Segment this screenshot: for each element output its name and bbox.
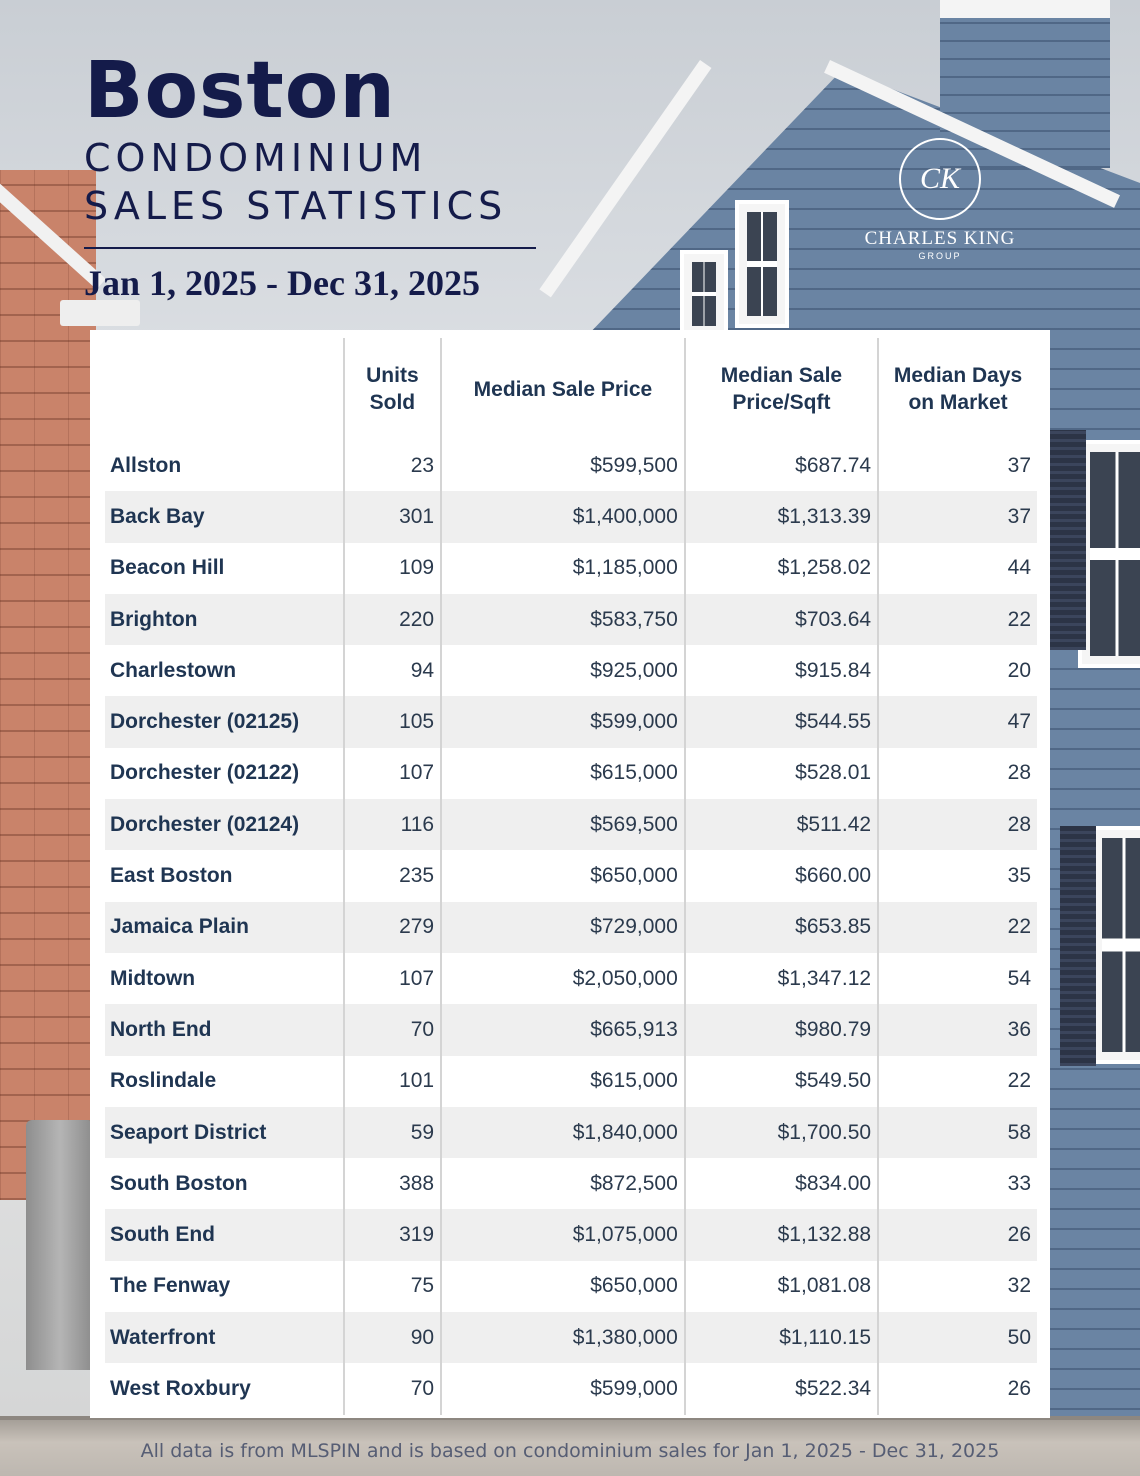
cell-price-sqft: $528.01 [685,748,878,799]
window [735,200,789,328]
brand-name: CHARLES KING [864,228,1016,249]
cell-area: East Boston [110,864,233,888]
cell-area: Allston [110,453,182,477]
cell-median-price: $729,000 [441,902,685,953]
cell-price-sqft: $1,700.50 [685,1107,878,1158]
cell-area: Jamaica Plain [105,902,344,953]
window [1078,440,1140,668]
cell-median-price: $599,500 [441,440,685,491]
table-row [105,953,1037,1004]
table-row [105,748,1037,799]
cell-days: 20 [878,645,1037,696]
cell-price-sqft: $511.42 [685,799,878,850]
cell-area: North End [105,1004,344,1055]
window [1090,826,1140,1064]
table-row [105,1363,1037,1414]
source-footnote: All data is from MLSPIN and is based on condominium sales for Jan 1, 2025 - Dec 31, 2025 [140,1440,1000,1462]
table-row [105,1004,1037,1055]
table-row [105,440,1037,491]
cell-price-sqft: $703.64 [685,594,878,645]
cell-units: 70 [344,1363,441,1414]
cell-median-price: $2,050,000 [441,953,685,1004]
cell-median-price: $1,380,000 [441,1312,685,1363]
table-row [105,491,1037,542]
cell-price-sqft: $834.00 [685,1158,878,1209]
cell-median-price: $569,500 [441,799,685,850]
cell-units: 116 [344,799,441,850]
cell-days: 36 [878,1004,1037,1055]
table-row [105,1158,1037,1209]
cell-units: 94 [344,645,441,696]
table-row [105,1261,1037,1312]
monogram-icon: CK [899,138,981,220]
cell-area: Seaport District [105,1107,344,1158]
cell-area: Dorchester (02122) [110,761,300,785]
cell-days: 35 [878,850,1037,901]
title-divider [84,247,536,249]
cell-price-sqft: $522.34 [685,1363,878,1414]
cell-median-price: $650,000 [441,1261,685,1312]
cell-area: Charlestown [110,658,237,682]
cell-days: 28 [878,799,1037,850]
cell-price-sqft: $1,313.39 [685,491,878,542]
cell-days: 50 [878,1312,1037,1363]
table-body [105,440,1037,1415]
cell-days: 37 [878,440,1037,491]
cell-days: 26 [878,1363,1037,1414]
cell-days: 22 [878,1056,1037,1107]
table-header-row [105,338,1037,440]
granite-post [26,1120,94,1370]
cell-units: 101 [344,1056,441,1107]
cell-median-price: $665,913 [441,1004,685,1055]
table-row [105,1056,1037,1107]
column-header-median-price: Median Sale Price [441,338,685,440]
column-header-area [105,338,344,440]
cell-units: 105 [344,696,441,747]
window [680,250,728,338]
cell-days: 58 [878,1107,1037,1158]
cell-area: The Fenway [110,1274,231,1298]
cell-median-price: $1,075,000 [441,1209,685,1260]
subtitle-line-1: CONDOMINIUM [84,136,428,180]
cell-median-price: $599,000 [441,1363,685,1414]
cell-days: 47 [878,696,1037,747]
cell-days: 33 [878,1158,1037,1209]
table-row [105,850,1037,901]
subtitle-line-2: SALES STATISTICS [84,184,508,228]
cell-area: Midtown [110,966,196,990]
table-row [105,645,1037,696]
cell-price-sqft: $980.79 [685,1004,878,1055]
cell-median-price: $1,185,000 [441,543,685,594]
column-header-units: Units Sold [344,338,441,440]
cell-price-sqft: $653.85 [685,902,878,953]
cell-units: 388 [344,1158,441,1209]
cell-days: 22 [878,594,1037,645]
table-row [105,1312,1037,1363]
cell-price-sqft: $687.74 [685,440,878,491]
page-title: Boston [84,46,396,136]
cell-price-sqft: $1,081.08 [685,1261,878,1312]
cell-median-price: $599,000 [441,696,685,747]
cell-units: 301 [344,491,441,542]
table-row [105,1209,1037,1260]
column-header-days: Median Days on Market [878,338,1037,440]
cell-area: South End [105,1209,344,1260]
cell-units: 59 [344,1107,441,1158]
cell-days: 37 [878,491,1037,542]
cell-price-sqft: $1,347.12 [685,953,878,1004]
cell-days: 28 [878,748,1037,799]
cell-days: 26 [878,1209,1037,1260]
cell-area: Beacon Hill [110,556,225,580]
cell-area: Dorchester (02124) [105,799,344,850]
cell-price-sqft: $1,110.15 [685,1312,878,1363]
cell-median-price: $650,000 [441,850,685,901]
cell-days: 54 [878,953,1037,1004]
shutter [1060,826,1096,1066]
cell-price-sqft: $544.55 [685,696,878,747]
cell-units: 235 [344,850,441,901]
cell-median-price: $1,400,000 [441,491,685,542]
cell-area: Dorchester (02125) [105,696,344,747]
sales-stats-table [105,338,1037,1415]
cell-units: 75 [344,1261,441,1312]
cell-days: 22 [878,902,1037,953]
date-range: Jan 1, 2025 - Dec 31, 2025 [84,263,480,303]
cell-price-sqft: $549.50 [685,1056,878,1107]
table-row [105,543,1037,594]
cell-median-price: $583,750 [441,594,685,645]
table-row [105,594,1037,645]
cell-units: 109 [344,543,441,594]
cell-area: South Boston [110,1171,248,1195]
cell-median-price: $925,000 [441,645,685,696]
cell-area: Waterfront [105,1312,344,1363]
cell-units: 319 [344,1209,441,1260]
cell-units: 70 [344,1004,441,1055]
shutter [1050,430,1086,650]
cell-units: 220 [344,594,441,645]
cell-median-price: $872,500 [441,1158,685,1209]
column-header-price-sqft: Median Sale Price/Sqft [685,338,878,440]
table-row [105,1107,1037,1158]
title-block [84,48,544,230]
cell-price-sqft: $660.00 [685,850,878,901]
cell-days: 32 [878,1261,1037,1312]
cell-price-sqft: $1,132.88 [685,1209,878,1260]
cell-area: Back Bay [105,491,344,542]
cell-units: 90 [344,1312,441,1363]
cell-units: 23 [344,440,441,491]
cell-price-sqft: $915.84 [685,645,878,696]
cell-units: 279 [344,902,441,953]
cell-median-price: $615,000 [441,748,685,799]
cell-area: West Roxbury [110,1376,251,1400]
stats-card [90,330,1050,1418]
cell-price-sqft: $1,258.02 [685,543,878,594]
brand-subtitle: GROUP [918,251,962,261]
table-row [105,799,1037,850]
brand-logo [850,138,1030,261]
cell-median-price: $615,000 [441,1056,685,1107]
cell-days: 44 [878,543,1037,594]
table-row [105,696,1037,747]
cell-area: Brighton [105,594,344,645]
cell-median-price: $1,840,000 [441,1107,685,1158]
cell-area: Roslindale [110,1069,217,1093]
cell-units: 107 [344,748,441,799]
cell-units: 107 [344,953,441,1004]
table-row [105,902,1037,953]
